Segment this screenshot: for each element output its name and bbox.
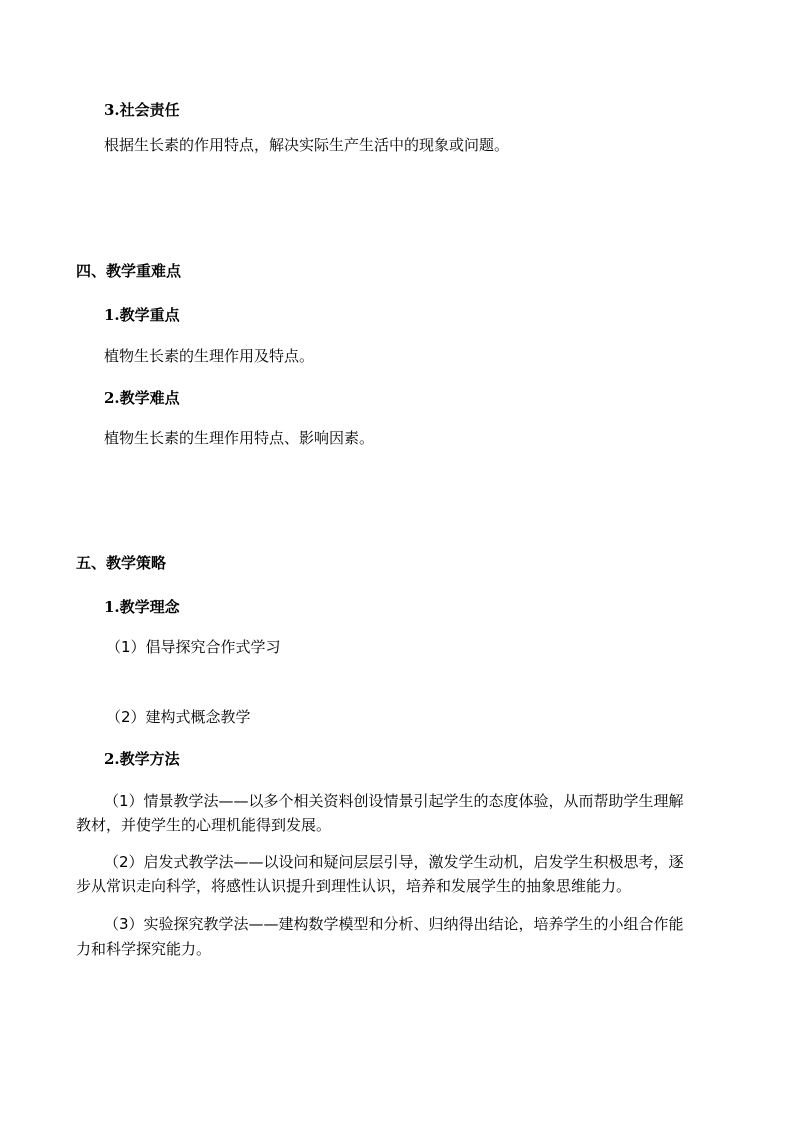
paragraph-teaching-difficulty: 植物生长素的生理作用特点、影响因素。 bbox=[104, 429, 375, 447]
list-item-inquiry-cooperative-learning: （1）倡导探究合作式学习 bbox=[106, 638, 281, 656]
subheading-teaching-focus: 1.教学重点 bbox=[104, 306, 180, 324]
subheading-teaching-methods: 2.教学方法 bbox=[104, 750, 180, 768]
section-heading-key-difficult-points: 四、教学重难点 bbox=[76, 262, 182, 280]
list-item-constructive-concept-teaching: （2）建构式概念教学 bbox=[106, 708, 251, 726]
paragraph-heuristic-teaching-line-2: 步从常识走向科学，将感性认识提升到理性认识，培养和发展学生的抽象思维能力。 bbox=[76, 877, 632, 895]
paragraph-experimental-inquiry-line-1: （3）实验探究教学法——建构数学模型和分析、归纳得出结论，培养学生的小组合作能 bbox=[104, 915, 684, 933]
paragraph-experimental-inquiry-line-2: 力和科学探究能力。 bbox=[76, 940, 212, 958]
paragraph-teaching-focus: 植物生长素的生理作用及特点。 bbox=[104, 347, 315, 365]
paragraph-scenario-teaching-line-2: 教材，并使学生的心理机能得到发展。 bbox=[76, 816, 332, 834]
subheading-social-responsibility: 3.社会责任 bbox=[104, 101, 180, 119]
section-heading-teaching-strategy: 五、教学策略 bbox=[76, 554, 167, 572]
paragraph-scenario-teaching-line-1: （1）情景教学法——以多个相关资料创设情景引起学生的态度体验，从而帮助学生理解 bbox=[104, 792, 684, 810]
subheading-teaching-philosophy: 1.教学理念 bbox=[104, 598, 180, 616]
paragraph-heuristic-teaching-line-1: （2）启发式教学法——以设问和疑问层层引导，激发学生动机，启发学生积极思考，逐 bbox=[104, 853, 684, 871]
subheading-teaching-difficulty: 2.教学难点 bbox=[104, 389, 180, 407]
paragraph-social-responsibility: 根据生长素的作用特点，解决实际生产生活中的现象或问题。 bbox=[104, 136, 510, 154]
